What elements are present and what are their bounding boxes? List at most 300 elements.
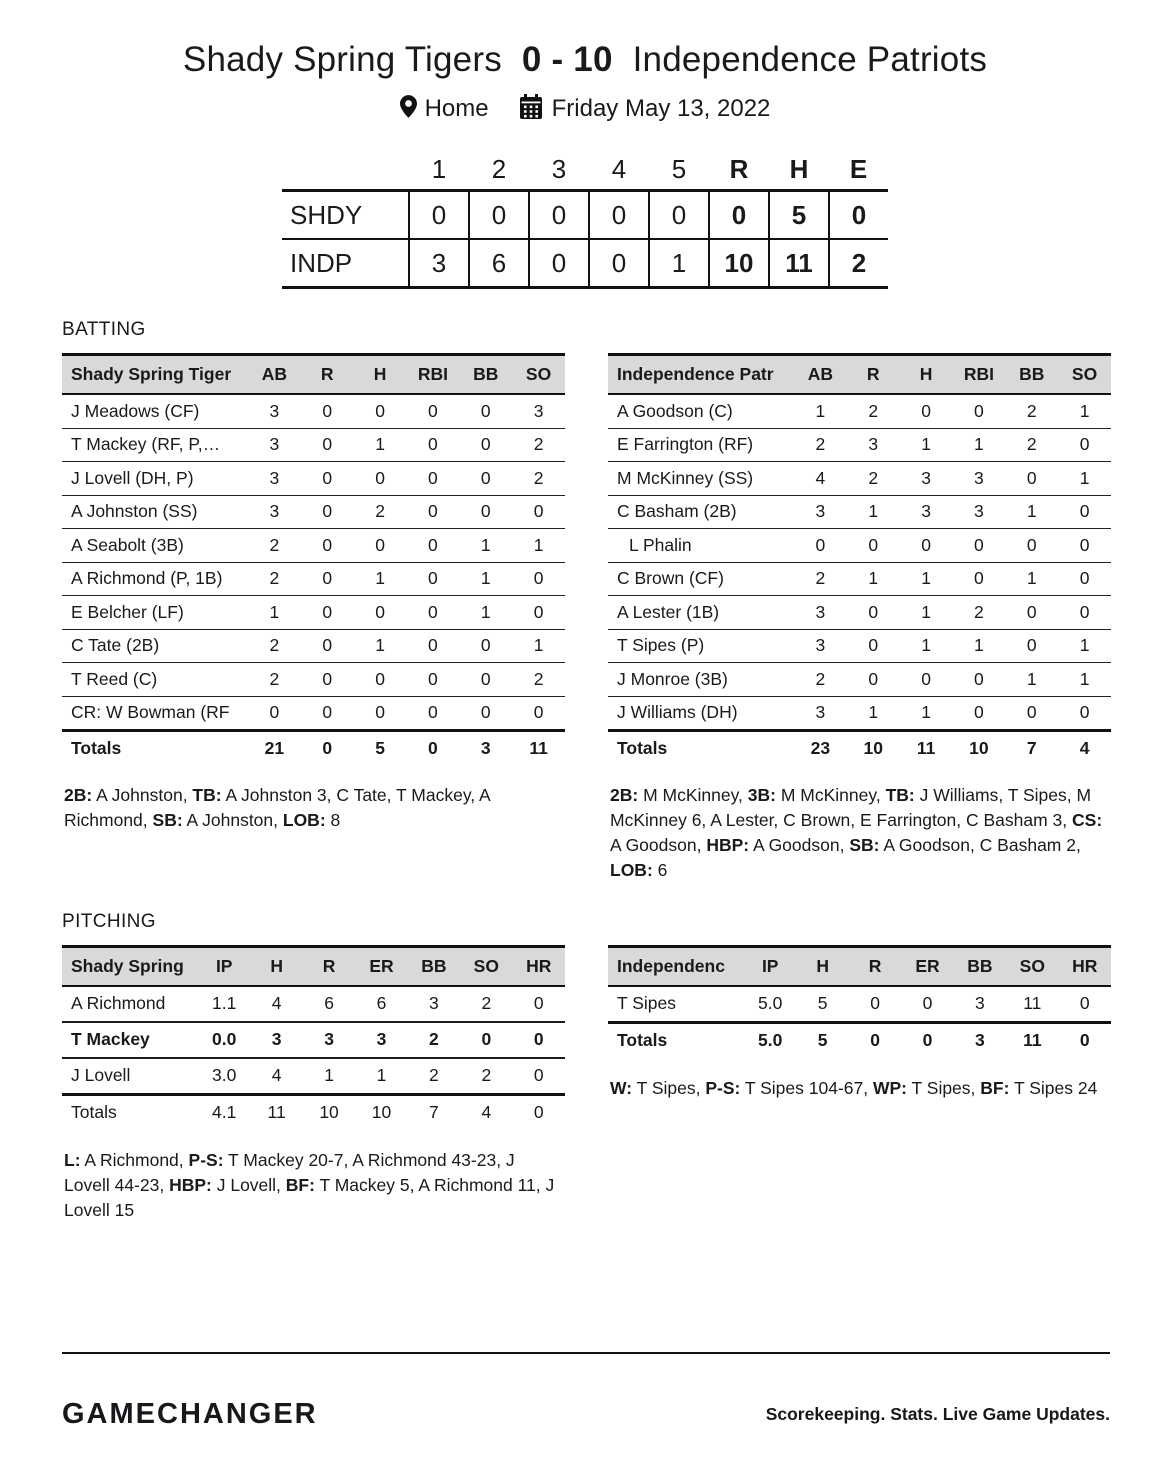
stat-column-header: R [301,355,354,395]
table-row [62,462,565,496]
player-name-cell: J Lovell (DH, P) [62,462,248,496]
table-row [62,495,565,529]
stat-cell: 2 [794,428,847,462]
line-score-table [282,149,888,289]
stat-cell: 5.0 [758,993,783,1013]
stat-cell: 1 [900,562,953,596]
stat-cell: 5 [817,993,828,1013]
player-name-cell: J Meadows (CF) [71,400,200,421]
stat-cell: 0 [512,596,565,630]
player-name-cell: Totals [62,1094,198,1130]
inning-cell: 0 [529,191,589,240]
stat-cell: 0 [406,696,459,731]
stat-column-header: R [303,946,355,986]
stat-cell: 4 [460,1094,512,1130]
stat-cell: 2 [512,428,565,462]
stat-cell: 0 [354,696,407,731]
note-label: W: [610,1077,633,1098]
stat-cell: 3 [355,1022,407,1058]
stat-cell: 3 [250,1022,302,1058]
stat-cell: 3 [794,495,847,529]
stat-cell: 2 [481,993,492,1013]
stat-cell: 0 [406,663,459,697]
stat-cell: 0 [301,428,354,462]
stat-cell: 0 [1005,529,1058,563]
player-name-cell: E Belcher (LF) [62,596,248,630]
note-label: LOB: [282,809,326,830]
inning-cell: 0 [589,239,649,288]
player-name-cell: E Farrington (RF) [608,428,794,462]
runs-cell: 0 [709,191,769,240]
stat-cell: 0 [794,529,847,563]
stat-cell: 0 [301,562,354,596]
stat-cell: 1 [1058,629,1111,663]
note-label: LOB: [610,859,653,880]
footer [62,1352,1110,1431]
stat-cell: 0 [406,562,459,596]
player-name-cell: J Williams (DH) [608,696,794,731]
stat-cell: 6 [376,993,387,1013]
table-row [608,663,1111,697]
stat-column-header: SO [460,946,512,986]
player-name-cell: C Tate (2B) [62,629,248,663]
note-label: HBP: [169,1174,212,1195]
batting-away-column [62,353,565,833]
inning-header: 2 [491,153,507,184]
stat-cell: 2 [248,562,301,596]
stat-cell: 0 [512,562,565,596]
pitching-notes-home: W: T Sipes, P-S: T Sipes 104-67, WP: T Sipes, BF: T Sipes 24 [610,1077,1098,1098]
stat-cell: 0 [900,529,953,563]
stat-cell: 3 [248,462,301,496]
pitching-table-home [608,945,1111,1058]
home-team-name: Independence Patriots [632,40,988,79]
stat-column-header: IP [198,946,250,986]
note-label: P-S: [188,1149,224,1170]
stat-cell: 0 [921,400,931,421]
stat-column-header: HR [1059,946,1111,986]
stat-cell: 0 [248,696,301,731]
date-label: Friday May 13, 2022 [551,94,771,122]
stat-cell: 0 [847,529,900,563]
stat-cell: 0 [952,529,1005,563]
stat-column-header: IP [744,946,796,986]
note-label: TB: [192,784,222,805]
stat-cell: 1 [512,629,565,663]
player-name-cell: C Basham (2B) [608,495,794,529]
table-row [62,1022,565,1058]
stat-cell: 1 [1005,663,1058,697]
pitching-section-label: PITCHING [62,910,156,932]
line-score-row-away [282,191,888,240]
team-abbr: INDP [282,239,409,288]
batting-section-label: BATTING [62,319,146,340]
stat-cell: 3 [794,629,847,663]
stat-cell: 3 [533,400,544,421]
stat-cell: 1 [355,1058,407,1095]
stat-cell: 0 [406,596,459,630]
stat-cell: 10 [355,1094,407,1130]
inning-cell: 0 [529,239,589,288]
stat-cell: 3 [900,462,953,496]
stat-cell: 0 [900,663,953,697]
stat-cell: 0 [849,1022,901,1058]
errors-header: E [849,153,868,184]
stat-cell: 0 [301,731,354,765]
errors-cell: 2 [829,239,888,288]
hits-cell: 11 [769,239,829,288]
pitching-header-row [62,946,565,986]
team-header-cell: Independence Patr [608,355,794,395]
stat-cell: 2 [248,629,301,663]
note-label: BF: [980,1077,1010,1098]
stat-column-header: BB [459,355,512,395]
inning-cell: 1 [649,239,709,288]
hits-header: H [789,153,809,184]
note-label: CS: [1072,809,1103,830]
player-name-cell: T Mackey (RF, P,… [62,428,248,462]
stat-cell: 4 [1058,731,1111,765]
stat-cell: 1 [952,629,1005,663]
errors-cell: 0 [829,191,888,240]
inning-cell: 0 [649,191,709,240]
stat-cell: 0 [1005,596,1058,630]
stat-cell: 0 [354,663,407,697]
stat-cell: 0 [301,596,354,630]
runs-header: R [729,153,749,184]
table-row [608,629,1111,663]
stat-cell: 0 [952,663,1005,697]
team-abbr: SHDY [282,191,409,240]
stat-cell: 4.1 [198,1094,250,1130]
player-name-cell: C Brown (CF) [608,562,794,596]
stat-cell: 10 [847,731,900,765]
player-name-cell: M McKinney (SS) [608,462,794,496]
stat-cell: 1 [900,629,953,663]
totals-row [62,1094,565,1130]
player-name-cell: Totals [608,1022,744,1058]
totals-row [608,731,1111,765]
stat-cell: 0 [354,529,407,563]
stat-cell: 1 [1058,663,1111,697]
stat-cell: 0 [1058,529,1111,563]
stat-cell: 3 [952,462,1005,496]
stat-cell: 2 [794,562,847,596]
stat-cell: 0 [301,495,354,529]
player-name-cell: A Goodson (C) [617,400,733,421]
totals-row [608,1022,1111,1058]
player-name-cell: T Sipes (P) [608,629,794,663]
stat-cell: 21 [248,731,301,765]
stat-cell: 0 [354,462,407,496]
stat-cell: 0 [301,696,354,731]
note-label: TB: [885,784,915,805]
stat-cell: 2 [248,529,301,563]
note-label: 3B: [747,784,776,805]
note-label: WP: [872,1077,907,1098]
team-header-cell: Shady Spring Tiger [62,355,248,395]
stat-cell: 1 [900,696,953,731]
stat-cell: 0 [459,696,512,731]
player-name-cell: A Johnston (SS) [62,495,248,529]
stat-cell: 0 [406,495,459,529]
stat-column-header: BB [408,946,460,986]
stat-cell: 1 [354,428,407,462]
stat-cell: 0 [354,596,407,630]
stat-cell: 5.0 [744,1022,796,1058]
table-row [608,562,1111,596]
stat-cell: 2 [248,663,301,697]
stat-cell: 3 [975,993,985,1013]
away-team-name: Shady Spring Tigers [182,40,502,79]
stat-cell: 1 [847,696,900,731]
stat-cell: 0 [847,663,900,697]
table-row [62,428,565,462]
stat-cell: 3 [900,495,953,529]
table-row [62,529,565,563]
stat-cell: 1.1 [212,993,237,1013]
player-name-cell: CR: W Bowman (RF [62,696,248,731]
table-row [608,596,1111,630]
note-label: L: [64,1149,81,1170]
stat-cell: 10 [952,731,1005,765]
note-label: HBP: [706,834,750,855]
inning-cell: 0 [589,191,649,240]
stat-cell: 0 [406,529,459,563]
line-score-row-home [282,239,888,288]
final-score: 0 - 10 [521,40,613,79]
calendar-icon [519,94,543,127]
stat-cell: 0.0 [198,1022,250,1058]
stat-cell: 0 [406,629,459,663]
note-label: 2B: [64,784,93,805]
inning-header: 5 [671,153,687,184]
stat-cell: 2 [408,1058,460,1095]
table-row [62,394,565,428]
stat-cell: 0 [952,696,1005,731]
player-name-cell: T Sipes [617,993,677,1013]
batting-notes-away: 2B: A Johnston, TB: A Johnston 3, C Tate, T Mackey, A Richmond, SB: A Johnston, LOB: 8 [64,784,490,830]
pitching-notes-away: L: A Richmond, P-S: T Mackey 20-7, A Richmond 43-23, J Lovell 44-23, HBP: J Lovell, BF: T Mackey 5, A Richmond 11, J Lovell 15 [64,1149,555,1220]
batting-table-away [62,353,565,765]
stat-cell: 2 [1005,428,1058,462]
table-row [608,986,1111,1023]
stat-cell: 11 [1006,1022,1058,1058]
player-name-cell: L Phalin [608,529,794,563]
note-label: SB: [152,809,183,830]
stat-cell: 0 [533,993,544,1013]
stat-cell: 0 [459,462,512,496]
stat-cell: 1 [1005,495,1058,529]
player-name-cell: A Richmond [71,993,166,1013]
stat-cell: 5 [796,1022,848,1058]
page-title [0,40,1170,80]
stat-column-header: ER [901,946,953,986]
stat-cell: 0 [301,529,354,563]
note-label: P-S: [705,1077,741,1098]
player-name-cell: A Richmond (P, 1B) [62,562,248,596]
stat-cell: 1 [459,596,512,630]
team-header-cell: Independenc [608,946,744,986]
stat-cell: 0 [480,400,491,421]
stat-cell: 1 [847,562,900,596]
stat-cell: 1 [354,629,407,663]
stat-cell: 1 [459,529,512,563]
location-label: Home [424,94,489,122]
stat-cell: 2 [512,663,565,697]
stat-column-header: R [849,946,901,986]
stat-cell: 7 [1005,731,1058,765]
batting-home-column [608,353,1111,883]
stat-cell: 1 [1058,462,1111,496]
batting-table-home [608,353,1111,765]
stat-cell: 1 [354,562,407,596]
stat-cell: 2 [512,462,565,496]
player-name-cell: Totals [608,731,794,765]
stat-cell: 11 [250,1094,302,1130]
player-name-cell: A Seabolt (3B) [62,529,248,563]
stat-cell: 3 [459,731,512,765]
stat-cell: 3.0 [198,1058,250,1095]
stat-cell: 1 [1005,562,1058,596]
inning-cell: 6 [469,239,529,288]
stat-cell: 0 [1005,629,1058,663]
inning-cell: 0 [409,191,469,240]
totals-row [62,731,565,765]
stat-cell: 3 [303,1022,355,1058]
stat-cell: 1 [900,428,953,462]
stat-column-header: H [354,355,407,395]
stat-cell: 1 [248,596,301,630]
stat-cell: 1 [952,428,1005,462]
stat-cell: 0 [459,428,512,462]
player-name-cell: J Monroe (3B) [608,663,794,697]
stat-cell: 0 [513,1058,565,1095]
player-name-cell: A Lester (1B) [608,596,794,630]
stat-cell: 2 [1026,400,1037,421]
stat-cell: 2 [847,462,900,496]
game-meta [0,92,1170,125]
stat-column-header: ER [355,946,407,986]
inning-header: 4 [611,153,627,184]
player-name-cell: Totals [62,731,248,765]
stat-cell: 2 [354,495,407,529]
stat-cell: 11 [900,731,953,765]
line-score-header-row [282,149,888,191]
stat-column-header: AB [794,355,847,395]
stat-cell: 0 [1058,696,1111,731]
line-score-corner [282,149,409,191]
stat-cell: 0 [513,1022,565,1058]
stat-column-header: H [250,946,302,986]
stat-cell: 3 [429,993,439,1013]
stat-cell: 0 [952,562,1005,596]
player-name-cell: J Lovell [62,1058,198,1095]
stat-cell: 3 [952,495,1005,529]
stat-cell: 3 [248,495,301,529]
hits-cell: 5 [769,191,829,240]
stat-column-header: R [847,355,900,395]
stat-cell: 23 [794,731,847,765]
stat-cell: 0 [460,1022,512,1058]
footer-tagline: Scorekeeping. Stats. Live Game Updates. [765,1404,1110,1424]
note-label: BF: [285,1174,315,1195]
player-name-cell: T Reed (C) [62,663,248,697]
batting-notes-home: 2B: M McKinney, 3B: M McKinney, TB: J Williams, T Sipes, M McKinney 6, A Lester, C Brown, E Farrington, C Basham 3, CS: A Goodson, HBP: A Goodson, SB: A Goodson, C Basham 2, LOB: 6 [610,784,1103,880]
stat-cell: 0 [322,400,333,421]
runs-cell: 10 [709,239,769,288]
stat-cell: 0 [1005,696,1058,731]
stat-cell: 0 [922,993,933,1013]
table-row [608,428,1111,462]
table-row [62,629,565,663]
stat-cell: 0 [1005,462,1058,496]
stat-cell: 0 [974,400,984,421]
stat-column-header: SO [1006,946,1058,986]
stat-cell: 1 [1079,400,1090,421]
stat-cell: 0 [847,629,900,663]
stat-cell: 3 [794,596,847,630]
stat-cell: 4 [250,1058,302,1095]
stat-cell: 2 [460,1058,512,1095]
stat-column-header: AB [248,355,301,395]
stat-cell: 2 [408,1022,460,1058]
stat-cell: 10 [303,1094,355,1130]
stat-column-header: BB [954,946,1006,986]
stat-cell: 11 [1023,993,1042,1013]
inning-cell: 3 [409,239,469,288]
stat-cell: 3 [954,1022,1006,1058]
stat-cell: 4 [271,993,282,1013]
stat-column-header: SO [1058,355,1111,395]
stat-cell: 4 [794,462,847,496]
batting-header-row [608,355,1111,395]
stat-cell: 0 [459,629,512,663]
table-row [62,562,565,596]
stat-column-header: RBI [952,355,1005,395]
stat-column-header: H [796,946,848,986]
stat-cell: 0 [406,462,459,496]
table-row [608,529,1111,563]
pitching-tables [62,945,1110,1223]
inning-cell: 0 [469,191,529,240]
stat-cell: 1 [512,529,565,563]
stat-cell: 3 [269,400,280,421]
stat-cell: 0 [870,993,880,1013]
stat-cell: 0 [301,663,354,697]
table-row [608,696,1111,731]
table-row [62,1058,565,1095]
pitching-home-column [608,945,1111,1101]
inning-header: 3 [551,153,567,184]
table-row [608,462,1111,496]
stat-cell: 1 [847,495,900,529]
stat-cell: 5 [354,731,407,765]
player-name-cell: T Mackey [62,1022,198,1058]
stat-cell: 0 [1059,1022,1111,1058]
stat-cell: 1 [900,596,953,630]
stat-cell: 0 [1079,993,1090,1013]
stat-cell: 0 [1058,596,1111,630]
stat-cell: 0 [847,596,900,630]
location-pin-icon [400,95,417,125]
stat-cell: 2 [868,400,879,421]
stat-column-header: RBI [406,355,459,395]
stat-cell: 3 [248,428,301,462]
inning-header: 1 [431,153,447,184]
stat-cell: 0 [459,663,512,697]
stat-cell: 0 [1058,428,1111,462]
